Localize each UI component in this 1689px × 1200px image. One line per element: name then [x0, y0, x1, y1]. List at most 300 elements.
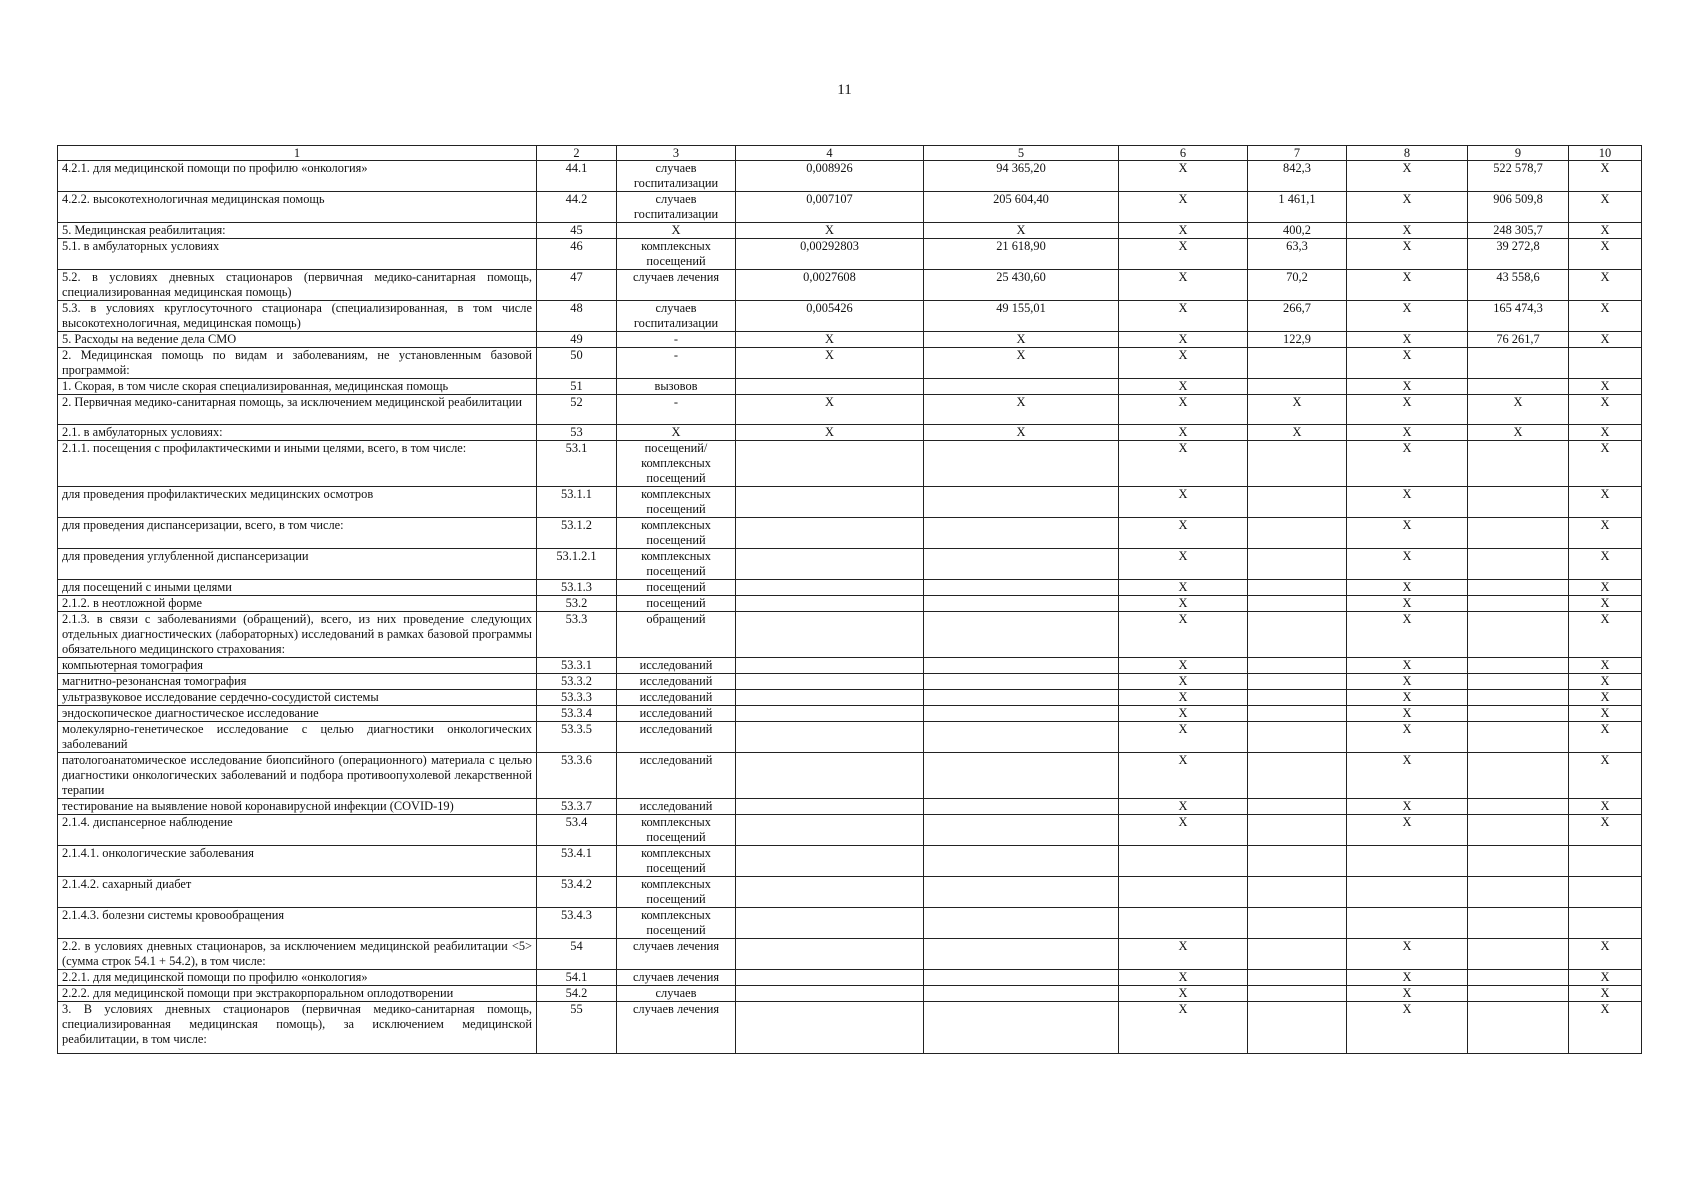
row-name: 5.1. в амбулаторных условиях: [58, 239, 537, 270]
col7-value: [1248, 441, 1347, 487]
row-unit: исследований: [617, 690, 736, 706]
col7-value: [1248, 348, 1347, 379]
col4-value: [736, 596, 924, 612]
col9-value: [1468, 612, 1569, 658]
row-code: 53.3: [537, 612, 617, 658]
table-row: [58, 549, 1642, 580]
col6-value: X: [1119, 395, 1248, 425]
col9-value: 43 558,6: [1468, 270, 1569, 301]
col9-value: [1468, 986, 1569, 1002]
col5-value: [924, 674, 1119, 690]
col5-value: [924, 487, 1119, 518]
col7-value: [1248, 799, 1347, 815]
header-cell: 7: [1248, 146, 1347, 161]
col9-value: 165 474,3: [1468, 301, 1569, 332]
row-code: 53.3.1: [537, 658, 617, 674]
col4-value: [736, 379, 924, 395]
row-code: 44.1: [537, 161, 617, 192]
col9-value: [1468, 379, 1569, 395]
col9-value: [1468, 518, 1569, 549]
table-row: [58, 348, 1642, 379]
row-unit: X: [617, 425, 736, 441]
table-row: [58, 612, 1642, 658]
col10-value: [1569, 846, 1642, 877]
row-name: эндоскопическое диагностическое исследование: [58, 706, 537, 722]
row-name: 5.3. в условиях круглосуточного стационара (специализированная, в том числе высокотехнологичная, медицинская помощь): [58, 301, 537, 332]
col9-value: [1468, 580, 1569, 596]
col7-value: 266,7: [1248, 301, 1347, 332]
col8-value: X: [1347, 301, 1468, 332]
col8-value: X: [1347, 986, 1468, 1002]
row-code: 53.3.6: [537, 753, 617, 799]
col4-value: [736, 799, 924, 815]
col9-value: 39 272,8: [1468, 239, 1569, 270]
col9-value: [1468, 690, 1569, 706]
col4-value: [736, 908, 924, 939]
row-code: 48: [537, 301, 617, 332]
row-code: 53.4: [537, 815, 617, 846]
col7-value: 1 461,1: [1248, 192, 1347, 223]
table-row: [58, 192, 1642, 223]
col6-value: X: [1119, 332, 1248, 348]
header-cell: 3: [617, 146, 736, 161]
table-row: [58, 674, 1642, 690]
col4-value: 0,008926: [736, 161, 924, 192]
row-code: 53: [537, 425, 617, 441]
row-name: для проведения профилактических медицинских осмотров: [58, 487, 537, 518]
col5-value: [924, 908, 1119, 939]
col8-value: X: [1347, 395, 1468, 425]
col9-value: [1468, 348, 1569, 379]
table-row: [58, 301, 1642, 332]
col5-value: X: [924, 223, 1119, 239]
col7-value: [1248, 939, 1347, 970]
table-row: [58, 239, 1642, 270]
col9-value: [1468, 596, 1569, 612]
row-unit: комплексных посещений: [617, 877, 736, 908]
col8-value: X: [1347, 487, 1468, 518]
row-unit: случаев: [617, 986, 736, 1002]
table-row: [58, 270, 1642, 301]
row-code: 53.1.2: [537, 518, 617, 549]
col7-value: [1248, 722, 1347, 753]
col9-value: [1468, 441, 1569, 487]
col8-value: X: [1347, 549, 1468, 580]
col8-value: [1347, 877, 1468, 908]
row-code: 53.4.1: [537, 846, 617, 877]
row-name: 2. Медицинская помощь по видам и заболеваниям, не установленным базовой программой:: [58, 348, 537, 379]
row-name: 2.1.4.1. онкологические заболевания: [58, 846, 537, 877]
col5-value: X: [924, 348, 1119, 379]
table-row: [58, 1002, 1642, 1054]
col6-value: X: [1119, 753, 1248, 799]
col10-value: X: [1569, 658, 1642, 674]
row-code: 53.3.5: [537, 722, 617, 753]
col6-value: X: [1119, 270, 1248, 301]
col6-value: X: [1119, 425, 1248, 441]
col5-value: [924, 379, 1119, 395]
col8-value: X: [1347, 815, 1468, 846]
col6-value: X: [1119, 706, 1248, 722]
col7-value: [1248, 877, 1347, 908]
col5-value: [924, 815, 1119, 846]
table-row: [58, 487, 1642, 518]
table-row: [58, 580, 1642, 596]
col8-value: X: [1347, 939, 1468, 970]
row-code: 54.1: [537, 970, 617, 986]
col7-value: [1248, 706, 1347, 722]
col10-value: X: [1569, 986, 1642, 1002]
col8-value: X: [1347, 270, 1468, 301]
row-code: 53.1: [537, 441, 617, 487]
col9-value: 522 578,7: [1468, 161, 1569, 192]
row-code: 51: [537, 379, 617, 395]
col9-value: [1468, 658, 1569, 674]
table-row: [58, 658, 1642, 674]
table-row: [58, 799, 1642, 815]
col7-value: [1248, 612, 1347, 658]
table-row: [58, 846, 1642, 877]
row-unit: случаев лечения: [617, 970, 736, 986]
col9-value: X: [1468, 425, 1569, 441]
row-code: 55: [537, 1002, 617, 1054]
table-row: [58, 161, 1642, 192]
col4-value: 0,005426: [736, 301, 924, 332]
col10-value: X: [1569, 722, 1642, 753]
col7-value: [1248, 674, 1347, 690]
col10-value: X: [1569, 596, 1642, 612]
col6-value: X: [1119, 580, 1248, 596]
row-code: 53.1.1: [537, 487, 617, 518]
col8-value: X: [1347, 690, 1468, 706]
col5-value: [924, 596, 1119, 612]
col6-value: X: [1119, 223, 1248, 239]
row-unit: исследований: [617, 799, 736, 815]
col7-value: [1248, 1002, 1347, 1054]
row-name: 2.1.4. диспансерное наблюдение: [58, 815, 537, 846]
col10-value: X: [1569, 970, 1642, 986]
col10-value: [1569, 877, 1642, 908]
data-table: [57, 145, 1642, 1054]
col8-value: X: [1347, 518, 1468, 549]
col5-value: [924, 1002, 1119, 1054]
row-unit: исследований: [617, 706, 736, 722]
col8-value: X: [1347, 658, 1468, 674]
col8-value: X: [1347, 580, 1468, 596]
col10-value: X: [1569, 518, 1642, 549]
col10-value: X: [1569, 799, 1642, 815]
col4-value: X: [736, 395, 924, 425]
table-row: [58, 441, 1642, 487]
col5-value: [924, 706, 1119, 722]
col4-value: [736, 1002, 924, 1054]
row-name: 2. Первичная медико-санитарная помощь, за исключением медицинской реабилитации: [58, 395, 537, 425]
col8-value: X: [1347, 722, 1468, 753]
header-cell: 6: [1119, 146, 1248, 161]
col7-value: [1248, 518, 1347, 549]
row-code: 47: [537, 270, 617, 301]
row-unit: комплексных посещений: [617, 549, 736, 580]
row-unit: -: [617, 332, 736, 348]
row-unit: случаев госпитализации: [617, 192, 736, 223]
col9-value: [1468, 846, 1569, 877]
row-name: 5. Медицинская реабилитация:: [58, 223, 537, 239]
row-unit: случаев госпитализации: [617, 301, 736, 332]
col5-value: [924, 690, 1119, 706]
row-name: компьютерная томография: [58, 658, 537, 674]
col8-value: X: [1347, 970, 1468, 986]
col4-value: [736, 722, 924, 753]
col10-value: X: [1569, 815, 1642, 846]
col9-value: [1468, 877, 1569, 908]
row-code: 53.2: [537, 596, 617, 612]
row-code: 44.2: [537, 192, 617, 223]
col4-value: [736, 549, 924, 580]
col7-value: X: [1248, 425, 1347, 441]
col8-value: X: [1347, 596, 1468, 612]
row-unit: -: [617, 348, 736, 379]
col5-value: X: [924, 395, 1119, 425]
row-name: ультразвуковое исследование сердечно-сосудистой системы: [58, 690, 537, 706]
table-row: [58, 986, 1642, 1002]
row-unit: случаев госпитализации: [617, 161, 736, 192]
col10-value: X: [1569, 161, 1642, 192]
col7-value: 400,2: [1248, 223, 1347, 239]
col7-value: [1248, 815, 1347, 846]
col4-value: X: [736, 332, 924, 348]
row-code: 53.4.2: [537, 877, 617, 908]
col10-value: X: [1569, 395, 1642, 425]
col7-value: [1248, 379, 1347, 395]
col9-value: [1468, 939, 1569, 970]
table-row: [58, 395, 1642, 425]
row-code: 53.3.3: [537, 690, 617, 706]
col6-value: [1119, 846, 1248, 877]
header-cell: 2: [537, 146, 617, 161]
col10-value: X: [1569, 487, 1642, 518]
col10-value: X: [1569, 301, 1642, 332]
col8-value: X: [1347, 425, 1468, 441]
col8-value: X: [1347, 799, 1468, 815]
col4-value: [736, 690, 924, 706]
col5-value: X: [924, 425, 1119, 441]
header-cell: 5: [924, 146, 1119, 161]
row-unit: комплексных посещений: [617, 815, 736, 846]
row-unit: исследований: [617, 753, 736, 799]
table-row: [58, 706, 1642, 722]
col6-value: X: [1119, 815, 1248, 846]
col9-value: [1468, 815, 1569, 846]
col6-value: X: [1119, 658, 1248, 674]
col7-value: [1248, 690, 1347, 706]
col8-value: X: [1347, 239, 1468, 270]
col4-value: [736, 580, 924, 596]
col5-value: 205 604,40: [924, 192, 1119, 223]
row-code: 49: [537, 332, 617, 348]
row-unit: X: [617, 223, 736, 239]
col5-value: [924, 441, 1119, 487]
row-code: 53.3.7: [537, 799, 617, 815]
row-code: 53.3.4: [537, 706, 617, 722]
col6-value: X: [1119, 239, 1248, 270]
col5-value: [924, 939, 1119, 970]
row-name: 2.1.4.3. болезни системы кровообращения: [58, 908, 537, 939]
col10-value: X: [1569, 379, 1642, 395]
row-unit: комплексных посещений: [617, 908, 736, 939]
row-unit: комплексных посещений: [617, 239, 736, 270]
row-code: 54: [537, 939, 617, 970]
row-name: 4.2.2. высокотехнологичная медицинская помощь: [58, 192, 537, 223]
row-name: 3. В условиях дневных стационаров (первичная медико-санитарная помощь, специализированная медицинская помощь), за исключением медицинской реабилитации, в том числе:: [58, 1002, 537, 1054]
row-name: для проведения углубленной диспансеризации: [58, 549, 537, 580]
row-name: для проведения диспансеризации, всего, в том числе:: [58, 518, 537, 549]
col6-value: X: [1119, 301, 1248, 332]
col9-value: [1468, 549, 1569, 580]
row-unit: случаев лечения: [617, 1002, 736, 1054]
col10-value: X: [1569, 441, 1642, 487]
table-row: [58, 753, 1642, 799]
row-name: 2.1. в амбулаторных условиях:: [58, 425, 537, 441]
row-name: 2.1.3. в связи с заболеваниями (обращений), всего, из них проведение следующих отдельных диагностических (лабораторных) исследований в рамках базовой программы обязательного медицинского страхования:: [58, 612, 537, 658]
col7-value: [1248, 487, 1347, 518]
table-row: [58, 908, 1642, 939]
row-unit: комплексных посещений: [617, 518, 736, 549]
col9-value: 76 261,7: [1468, 332, 1569, 348]
col6-value: X: [1119, 549, 1248, 580]
row-code: 53.1.2.1: [537, 549, 617, 580]
col9-value: [1468, 970, 1569, 986]
col8-value: X: [1347, 161, 1468, 192]
col6-value: X: [1119, 192, 1248, 223]
col4-value: [736, 970, 924, 986]
col5-value: 21 618,90: [924, 239, 1119, 270]
page-number: 11: [837, 82, 852, 98]
header-cell: 8: [1347, 146, 1468, 161]
col4-value: 0,00292803: [736, 239, 924, 270]
row-unit: случаев лечения: [617, 939, 736, 970]
col4-value: 0,007107: [736, 192, 924, 223]
table-row: [58, 939, 1642, 970]
col7-value: 63,3: [1248, 239, 1347, 270]
table-row: [58, 877, 1642, 908]
col6-value: X: [1119, 674, 1248, 690]
header-cell: 9: [1468, 146, 1569, 161]
col5-value: [924, 549, 1119, 580]
col9-value: [1468, 674, 1569, 690]
col6-value: X: [1119, 441, 1248, 487]
col7-value: [1248, 549, 1347, 580]
row-code: 53.1.3: [537, 580, 617, 596]
col9-value: [1468, 722, 1569, 753]
col5-value: [924, 722, 1119, 753]
col5-value: X: [924, 332, 1119, 348]
col10-value: X: [1569, 1002, 1642, 1054]
col10-value: X: [1569, 223, 1642, 239]
col7-value: [1248, 908, 1347, 939]
col7-value: 70,2: [1248, 270, 1347, 301]
col10-value: [1569, 908, 1642, 939]
col7-value: [1248, 580, 1347, 596]
col6-value: X: [1119, 596, 1248, 612]
col8-value: X: [1347, 753, 1468, 799]
row-name: тестирование на выявление новой коронавирусной инфекции (COVID-19): [58, 799, 537, 815]
row-code: 53.3.2: [537, 674, 617, 690]
table-row: [58, 518, 1642, 549]
table-row: [58, 596, 1642, 612]
table-row: [58, 722, 1642, 753]
table-row: [58, 425, 1642, 441]
row-name: патологоанатомическое исследование биопсийного (операционного) материала с целью диагностики онкологических заболеваний и подбора противоопухолевой лекарственной терапии: [58, 753, 537, 799]
row-name: 2.1.1. посещения с профилактическими и иными целями, всего, в том числе:: [58, 441, 537, 487]
col6-value: X: [1119, 690, 1248, 706]
col6-value: X: [1119, 970, 1248, 986]
col4-value: X: [736, 425, 924, 441]
row-name: магнитно-резонансная томография: [58, 674, 537, 690]
col5-value: [924, 612, 1119, 658]
col4-value: [736, 658, 924, 674]
col10-value: X: [1569, 425, 1642, 441]
col5-value: [924, 970, 1119, 986]
table-row: [58, 970, 1642, 986]
col4-value: [736, 815, 924, 846]
row-unit: посещений: [617, 596, 736, 612]
col4-value: [736, 706, 924, 722]
row-name: 5. Расходы на ведение дела СМО: [58, 332, 537, 348]
col8-value: X: [1347, 706, 1468, 722]
table-row: [58, 332, 1642, 348]
col5-value: [924, 580, 1119, 596]
col4-value: [736, 753, 924, 799]
table-row: [58, 815, 1642, 846]
table-row: [58, 223, 1642, 239]
col4-value: X: [736, 223, 924, 239]
col4-value: [736, 518, 924, 549]
col9-value: 248 305,7: [1468, 223, 1569, 239]
row-unit: исследований: [617, 674, 736, 690]
row-name: 2.2. в условиях дневных стационаров, за исключением медицинской реабилитации <5> (сумма строк 54.1 + 54.2), в том числе:: [58, 939, 537, 970]
col10-value: X: [1569, 706, 1642, 722]
col9-value: X: [1468, 395, 1569, 425]
row-unit: исследований: [617, 658, 736, 674]
col8-value: X: [1347, 1002, 1468, 1054]
col6-value: X: [1119, 799, 1248, 815]
table-row: [58, 379, 1642, 395]
col4-value: [736, 674, 924, 690]
col7-value: 122,9: [1248, 332, 1347, 348]
row-unit: посещений: [617, 580, 736, 596]
col9-value: [1468, 799, 1569, 815]
table-row: [58, 690, 1642, 706]
col10-value: X: [1569, 580, 1642, 596]
col4-value: [736, 487, 924, 518]
col10-value: [1569, 348, 1642, 379]
col10-value: X: [1569, 270, 1642, 301]
row-code: 50: [537, 348, 617, 379]
col6-value: X: [1119, 1002, 1248, 1054]
col9-value: [1468, 908, 1569, 939]
col9-value: [1468, 706, 1569, 722]
row-name: 5.2. в условиях дневных стационаров (первичная медико-санитарная помощь, специализированная медицинская помощь): [58, 270, 537, 301]
header-row: [58, 146, 1642, 161]
col4-value: [736, 441, 924, 487]
col5-value: 94 365,20: [924, 161, 1119, 192]
col5-value: [924, 799, 1119, 815]
row-unit: обращений: [617, 612, 736, 658]
col9-value: [1468, 753, 1569, 799]
col6-value: X: [1119, 379, 1248, 395]
row-unit: вызовов: [617, 379, 736, 395]
col10-value: X: [1569, 239, 1642, 270]
